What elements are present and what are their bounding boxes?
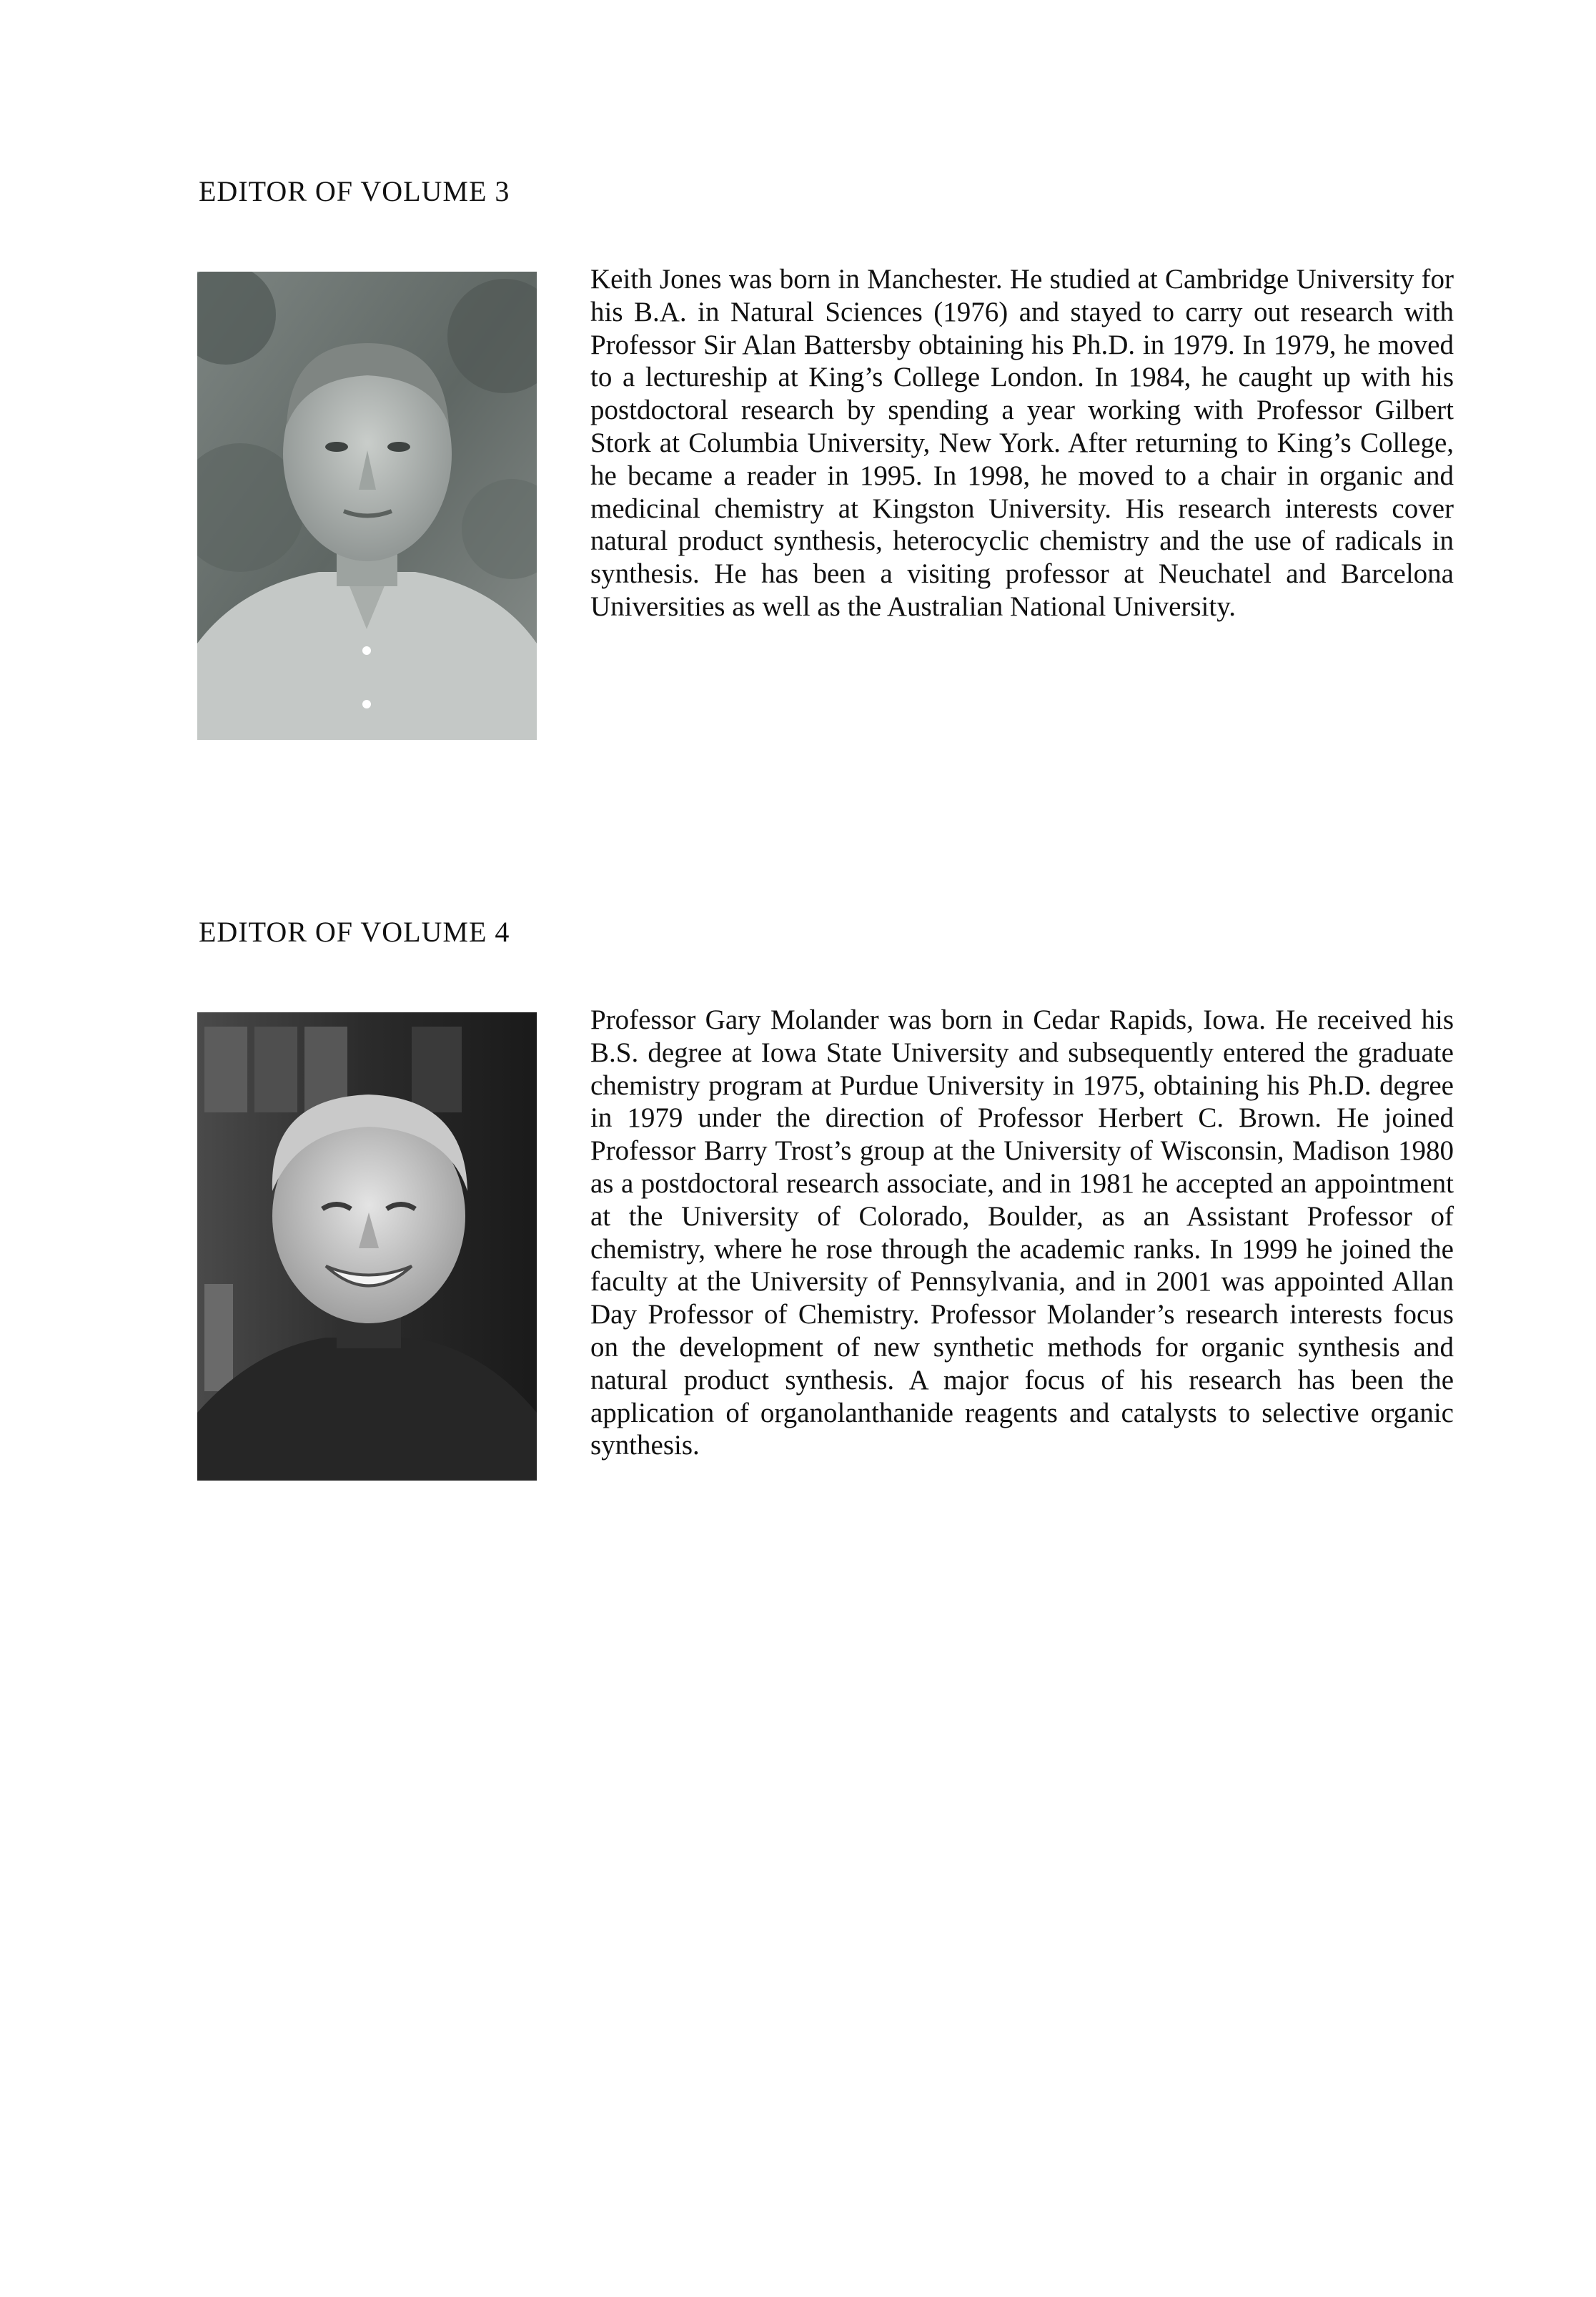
bio-text-keith-jones: Keith Jones was born in Manchester. He studied at Cambridge University for his B.A. in Natural Sciences (1976) and stayed to carry out research with Professor Sir Alan Battersby obtaining his Ph.D. in 1979. In 1979, he moved to a lectureship at King’s College London. In 1984, he caught up with his postdoctoral research by spending a year working with Professor Gilbert Stork at Columbia University, New York. After returning to King’s College, he became a reader in 1995. In 1998, he moved to a chair in organic and medicinal chemistry at Kingston University. His research interests cover natural product synthesis, heterocyclic chemistry and the use of radicals in synthesis. He has been a visiting professor at Neuchatel and Barcelona Universities as well as the Australian National University. [590,264,1454,622]
portrait-photo-keith-jones [197,272,537,740]
section-heading-volume-4: EDITOR OF VOLUME 4 [199,916,510,948]
section-heading-volume-3: EDITOR OF VOLUME 3 [199,175,510,207]
portrait-image [197,272,537,740]
bio-text-gary-molander: Professor Gary Molander was born in Cedar Rapids, Iowa. He received his B.S. degree at Iowa State University and subsequently entered the graduate chemistry program at Purdue University in 1975, obtaining his Ph.D. degree in 1979 under the direction of Professor Herbert C. Brown. He joined Professor Barry Trost’s group at the University of Wisconsin, Madison 1980 as a postdoctoral research associate, and in 1981 he accepted an appointment at the University of Colorado, Boulder, as an Assistant Professor of chemistry, where he rose through the academic ranks. In 1999 he joined the faculty at the University of Pennsylvania, and in 2001 was appointed Allan Day Professor of Chemistry. Professor Molander’s research interests focus on the development of new synthetic methods for organic synthesis and natural product synthesis. A major focus of his research has been the application of organolanthanide reagents and catalysts to selective organic synthesis. [590,1004,1454,1461]
portrait-photo-gary-molander [197,1012,537,1481]
portrait-image [197,1012,537,1481]
